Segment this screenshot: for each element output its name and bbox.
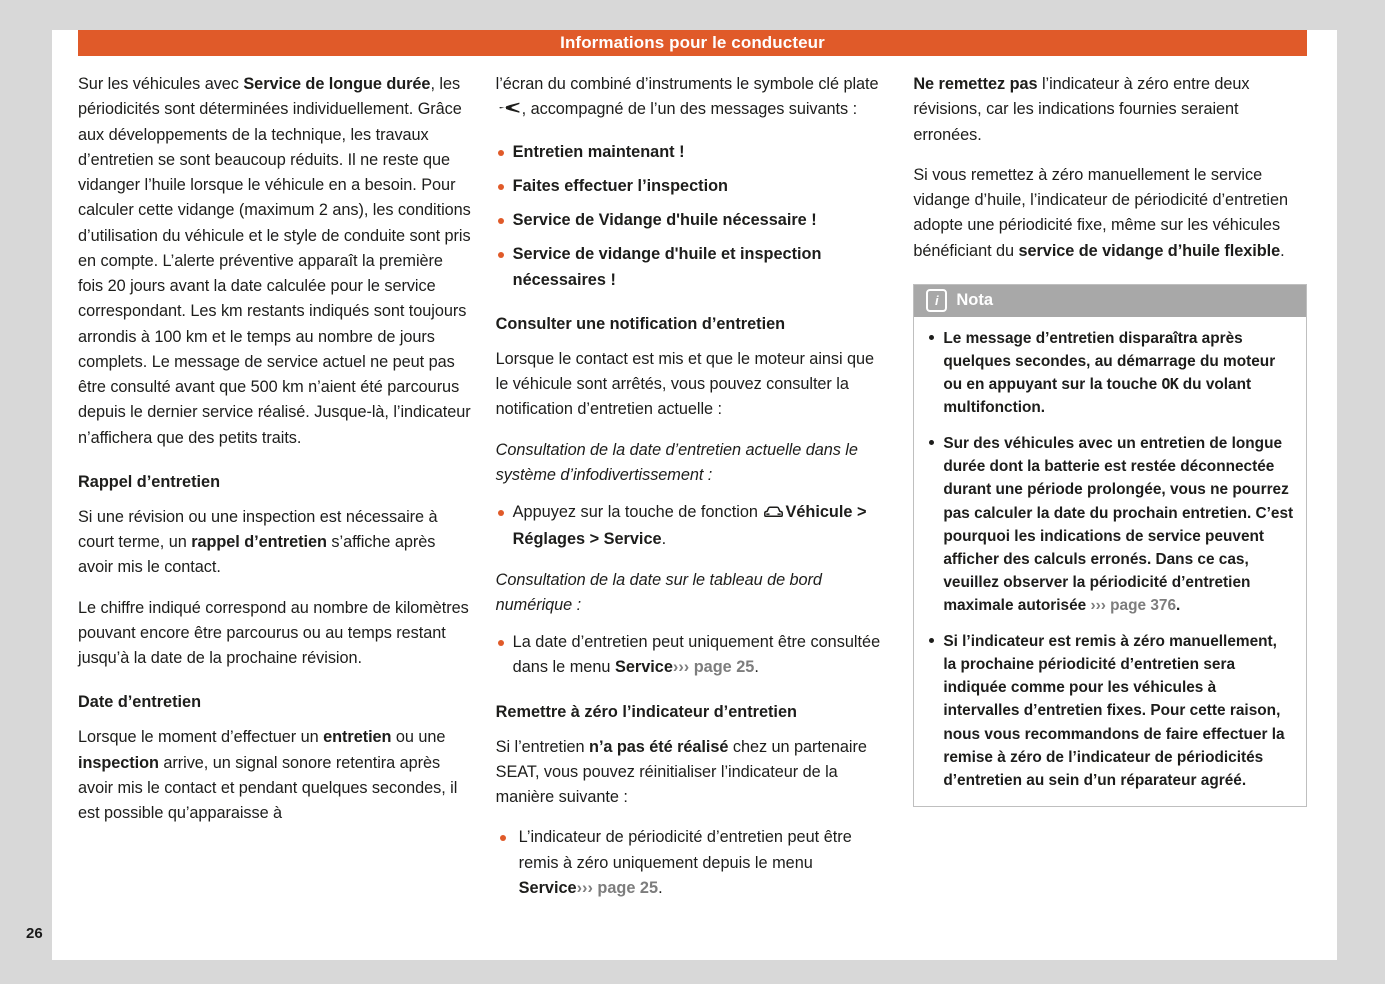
page-number: 26 (26, 925, 43, 942)
text-run: , accompagné de l’un des messages suivants : (521, 100, 858, 119)
list-item (496, 825, 890, 901)
middle-column (496, 72, 890, 922)
right-column (913, 72, 1307, 922)
cross-reference-link[interactable]: ››› page 376 (1090, 596, 1177, 614)
heading-rappel-entretien: Rappel d’entretien (78, 472, 221, 491)
text-run: . (661, 530, 667, 549)
nota-header (914, 285, 1306, 317)
nota-box (913, 284, 1307, 807)
text-run: s’affiche après avoir mis le contact. (78, 533, 436, 577)
car-icon (764, 502, 783, 527)
list-item: Service de Vidange d'huile nécessaire ! (496, 208, 890, 233)
text-run: l’écran du combiné d’instruments le symbole clé plate (495, 75, 879, 93)
text-run: . (754, 658, 759, 677)
cross-reference-link[interactable]: ››› page 25 (576, 878, 659, 897)
paragraph-contact-mis: Lorsque le contact est mis et que le moteur ainsi que le véhicule sont arrêtés, vous pouvez consulter la notification d’entretien actuelle : (495, 349, 875, 419)
left-column (78, 72, 472, 922)
text-run: Lorsque le moment d’effectuer un (78, 728, 324, 747)
page-header-title: Informations pour le conducteur (560, 33, 825, 52)
text-bold: Service de longue durée (243, 75, 431, 93)
text-run: Sur des véhicules avec un entretien de longue durée dont la batterie est restée déconnectée durant une période prolongée, vous ne pourrez pas calculer la date du prochain entretien. C’est pourquoi les indications de service peuvent afficher des calculs erronés. Dans ce cas, veuillez observer la périodicité d’entretien maximale autorisée (943, 435, 1294, 614)
list-item (496, 630, 890, 681)
text-run: Si une révision ou une inspection est nécessaire à court terme, un (78, 507, 438, 551)
text-bold: inspection (78, 753, 159, 772)
list-item: Entretien maintenant ! (496, 140, 890, 165)
paragraph-remise-zero-manuelle (913, 163, 1307, 264)
text-run: Appuyez sur la touche de fonction (512, 503, 763, 521)
paragraph-rappel (78, 505, 472, 581)
text-bold: service de vidange d’huile flexible (1018, 241, 1281, 260)
text-run: Sur les véhicules avec (78, 75, 244, 93)
nota-bullets (926, 327, 1294, 792)
text-run: L’indicateur de périodicité d’entretien peut être remis à zéro uniquement depuis le menu (518, 828, 852, 872)
infodivertissement-steps (496, 500, 890, 553)
reset-steps (496, 825, 890, 901)
text-run: Le message d’entretien disparaîtra après quelques secondes, au démarrage du moteur ou en appuyant sur la touche (943, 329, 1276, 393)
nota-body (914, 317, 1306, 806)
paragraph-symbole-cle-plate (496, 72, 890, 125)
wrench-icon (498, 99, 520, 124)
paragraph-service-longue-duree (78, 72, 472, 451)
text-run: Si l’entretien (495, 737, 590, 756)
text-run: La date d’entretien peut uniquement être consultée dans le menu (512, 633, 881, 677)
heading-date-entretien: Date d’entretien (78, 693, 202, 712)
heading-remettre-zero: Remettre à zéro l’indicateur d’entretien (495, 702, 797, 721)
paragraph-chiffre-indique: Le chiffre indiqué correspond au nombre de kilomètres pouvant encore être parcourus ou au temps restant jusqu’à la date de la prochaine révision. (78, 598, 469, 667)
text-run: Si vous remettez à zéro manuellement le service vidange d’huile, l’indicateur de périodicité d’entretien adopte une périodicité fixe, même sur les véhicules bénéficiant du (913, 165, 1288, 260)
text-run: ou une (391, 728, 446, 747)
ok-key-label: OK (1161, 374, 1179, 393)
text-bold: Véhicule > Réglages > Service (512, 503, 867, 549)
text-run: . (1280, 241, 1285, 260)
paragraph-date-entretien (78, 725, 472, 826)
cross-reference-link[interactable]: ››› page 25 (672, 658, 755, 677)
list-item (496, 500, 890, 553)
text-bold: entretien (323, 728, 392, 747)
list-item (926, 327, 1294, 419)
text-bold: Ne remettez pas (913, 75, 1038, 93)
text-run: chez un partenaire SEAT, vous pouvez réinitialiser l’indicateur de la manière suivante : (495, 737, 867, 806)
text-bold: n’a pas été réalisé (589, 737, 729, 756)
italic-consultation-tableau-bord: Consultation de la date sur le tableau de bord numérique : (495, 570, 822, 614)
nota-title: Nota (956, 291, 994, 310)
paragraph-entretien-non-realise (496, 735, 890, 811)
text-run: . (1176, 596, 1181, 614)
text-run: arrive, un signal sonore retentira après avoir mis le contact et pendant quelques secondes, il est possible qu’apparaisse à (78, 753, 458, 822)
page-header-bar (78, 30, 1307, 56)
text-run: . (658, 878, 663, 897)
content-columns (78, 72, 1307, 922)
text-run: , les périodicités sont déterminées individuellement. Grâce aux développements de la technique, les travaux d’entretien se sont beaucoup réduits. Il ne reste que vidanger l’huile lorsque le véhicule en a besoin. Pour calculer cette vidange (maximum 2 ans), les conditions d’utilisation du véhicule et le style de conduite sont pris en compte. L’alerte préventive apparaît la première fois 20 jours avant la date calculée pour le service correspondant. Les km restants indiqués sont toujours arrondis à 100 km et le temps au nombre de jours complets. Le message de service actuel ne peut pas être consulté avant que 500 km n’aient été parcourus depuis le dernier service réalisé. Jusque-là, l’indicateur n’affichera que des petits traits. (78, 75, 471, 447)
list-item: Service de vidange d'huile et inspection nécessaires ! (496, 242, 890, 293)
text-bold: Service (518, 878, 577, 897)
text-run: Si l’indicateur est remis à zéro manuellement, la prochaine périodicité d’entretien sera indiquée comme pour les véhicules à intervalles d’entretien fixes. Pour cette raison, nous vous recommandons de faire effectuer la remise à zéro de l’indicateur de périodicités d’entretien au sein d’un réparateur agréé. (943, 633, 1285, 789)
paragraph-ne-remettez-pas (913, 72, 1307, 148)
text-run: du volant multifonction. (943, 375, 1252, 417)
list-item (926, 630, 1294, 792)
text-run: l’indicateur à zéro entre deux révisions, car les indications fournies seraient erronées. (913, 75, 1250, 144)
text-bold: Service (614, 658, 673, 677)
list-item (926, 432, 1294, 617)
service-messages-list (496, 140, 890, 293)
italic-consultation-infodivertissement: Consultation de la date d’entretien actuelle dans le système d’infodivertissement : (495, 440, 858, 484)
info-icon: i (926, 289, 947, 312)
list-item: Faites effectuer l’inspection (496, 174, 890, 199)
heading-consulter-notification: Consulter une notification d’entretien (495, 314, 786, 333)
text-bold: rappel d’entretien (191, 533, 327, 551)
tableau-bord-steps (496, 630, 890, 681)
